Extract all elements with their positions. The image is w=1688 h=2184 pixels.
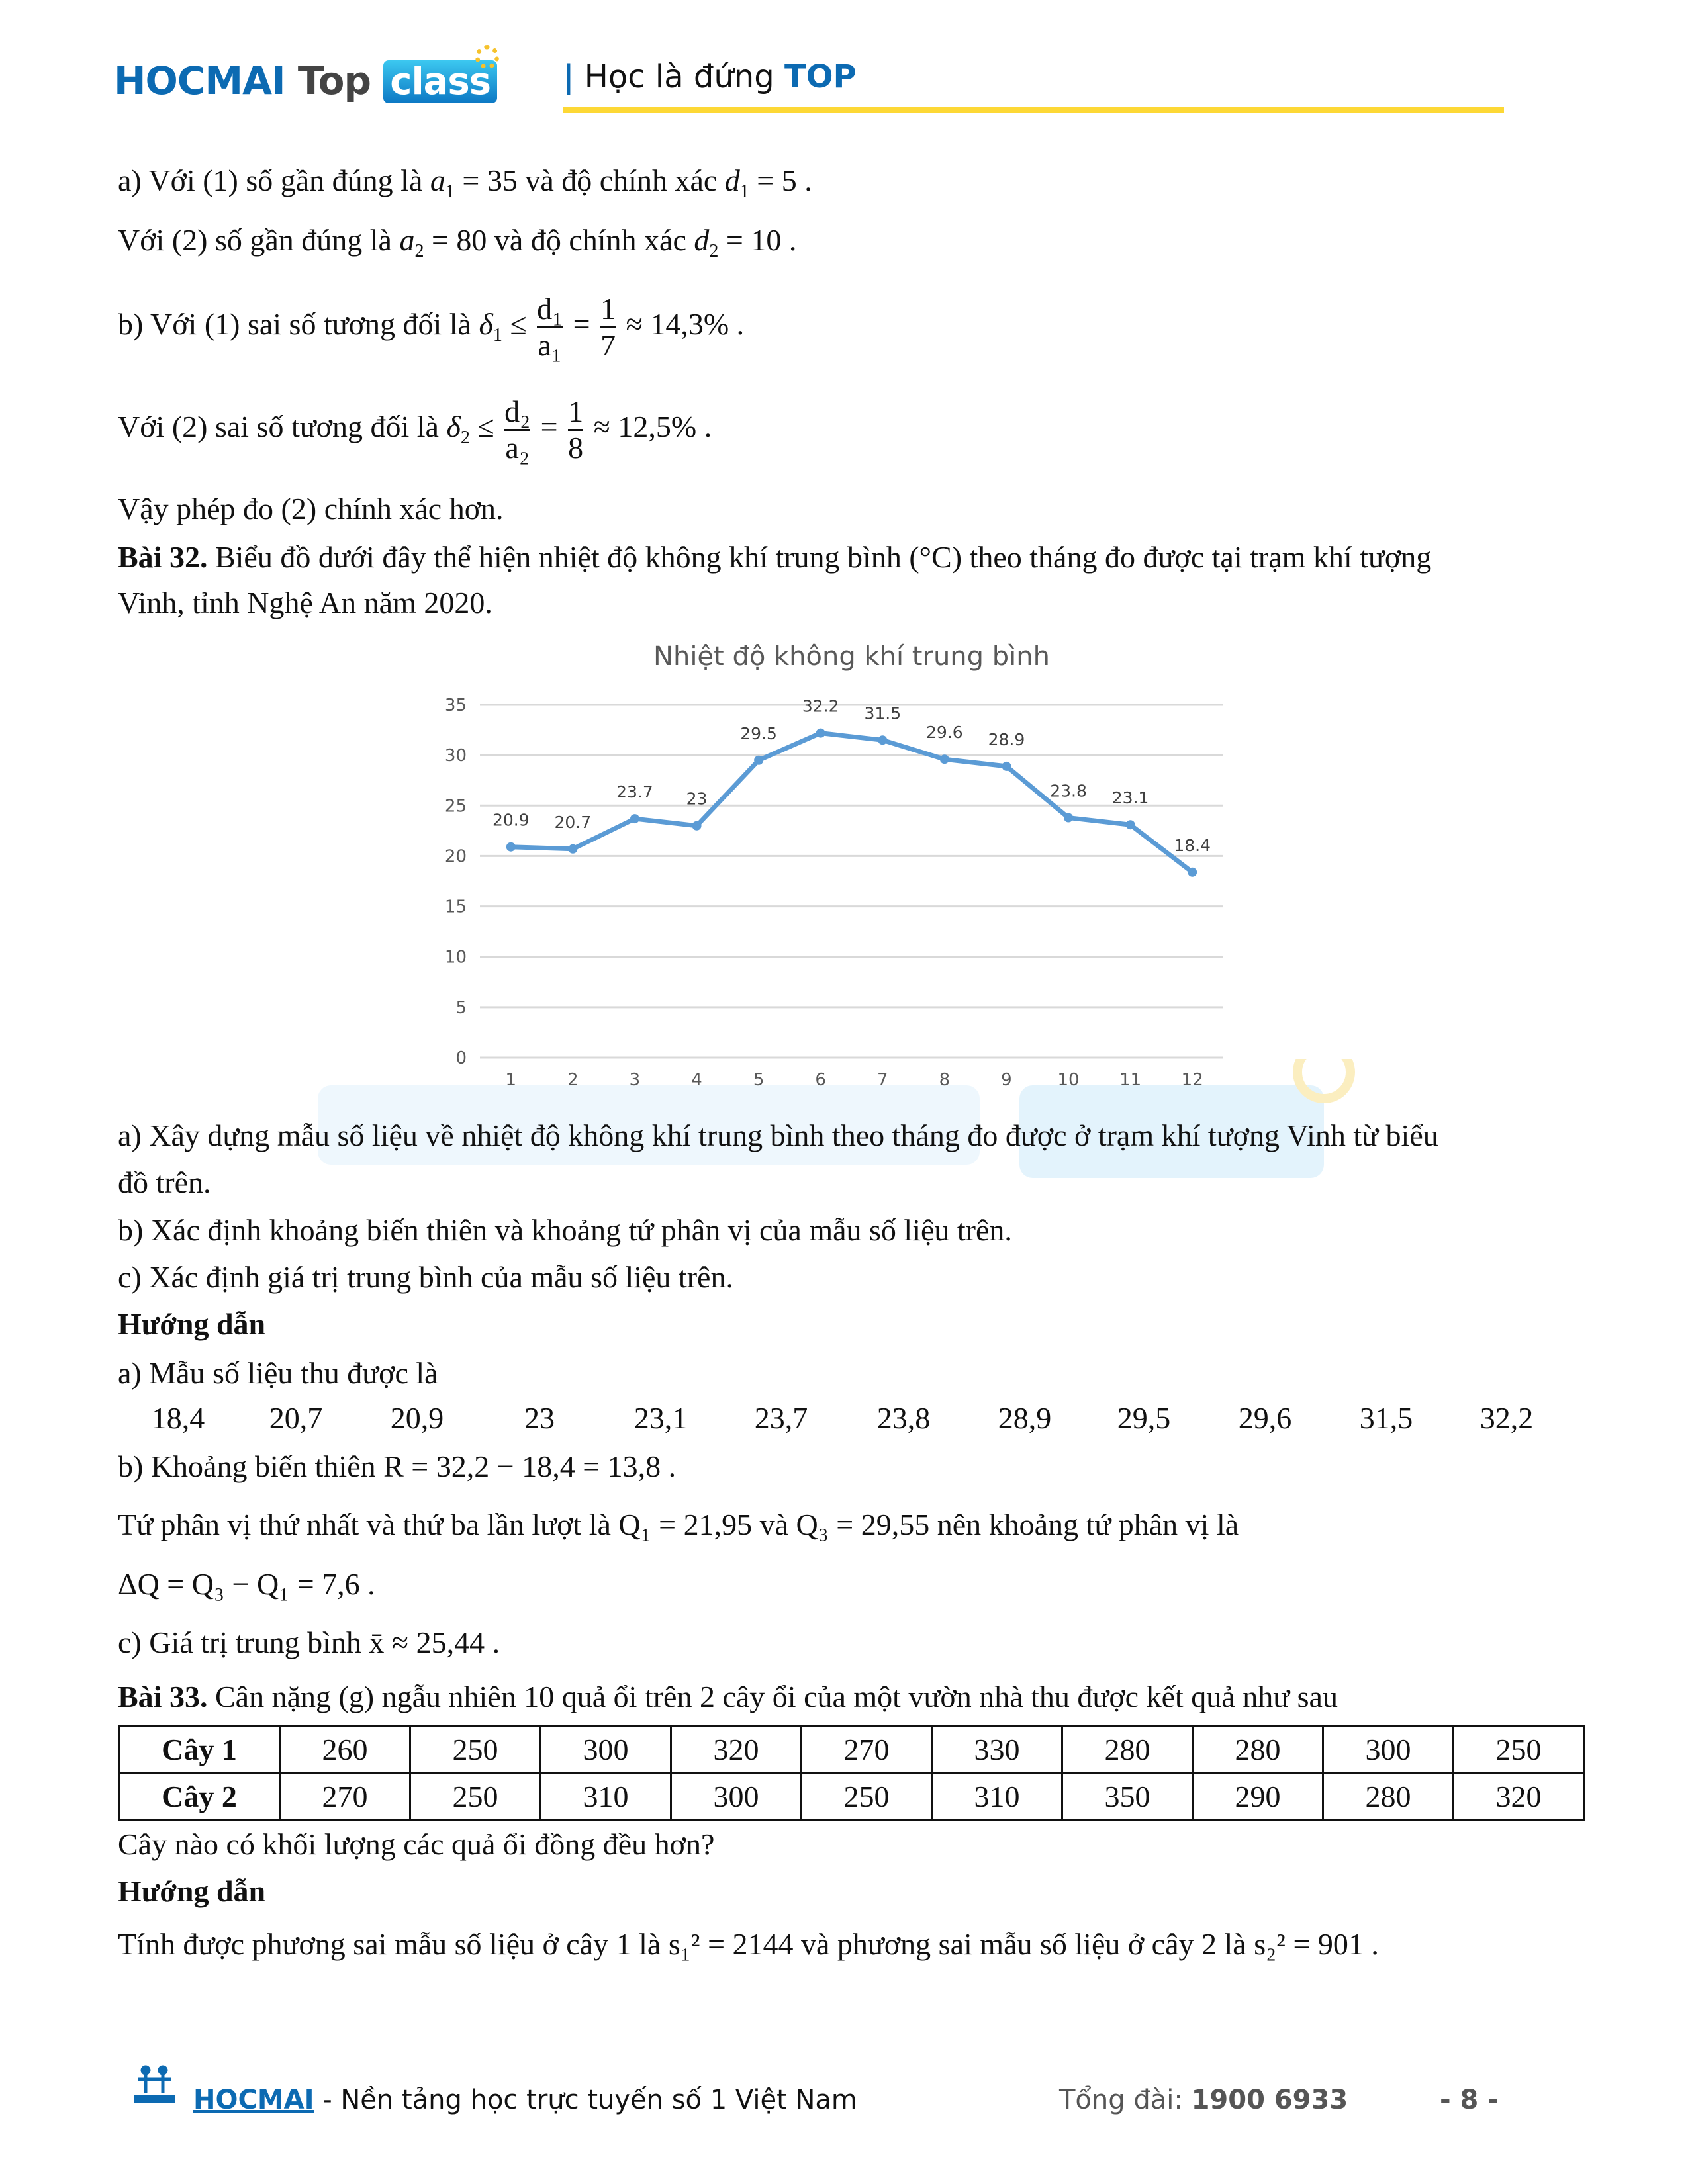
data-label: 23.8 <box>1050 781 1087 801</box>
sample-value: 20,7 <box>269 1401 323 1435</box>
table-cell: 310 <box>541 1773 671 1820</box>
logo-hocmai: HOCMAI <box>114 58 285 103</box>
data-label: 31.5 <box>864 704 902 723</box>
header-divider <box>563 107 1504 113</box>
data-label: 20.9 <box>492 810 530 830</box>
x-tick-label: 9 <box>1001 1070 1012 1090</box>
data-label: 29.5 <box>740 723 777 743</box>
tagline <box>563 58 857 95</box>
table-cell: 250 <box>1454 1726 1584 1773</box>
line-a2: Với (2) số gần đúng là $a_2 = 80$ và độ chính xác $d_2 = 10$ . <box>118 223 797 262</box>
y-tick-label: 10 <box>444 947 467 968</box>
sample-value: 29,5 <box>1117 1401 1171 1435</box>
data-point <box>630 814 639 823</box>
data-point <box>816 729 825 738</box>
line-a1: a) Với (1) số gần đúng là $a_1 = 35$ và độ chính xác $d_1 = 5$ . <box>118 163 812 203</box>
fraction: $\frac{\text{d₁}}{\text{a₁}}$ <box>537 291 563 362</box>
hocmai-logo-icon <box>132 2065 176 2105</box>
x-tick-label: 4 <box>691 1070 702 1090</box>
table-cell: 300 <box>541 1726 671 1773</box>
fraction: $\frac{1}{8}$ <box>568 394 584 465</box>
sample-value: 23,8 <box>876 1401 931 1435</box>
fraction: $\frac{\text{d₂}}{\text{a₂}}$ <box>504 394 531 465</box>
question-a: a) Xây dựng mẫu số liệu về nhiệt độ không khí trung bình theo tháng đo được ở trạm khí tượng Vinh từ biểu <box>118 1118 1438 1152</box>
table-cell: 280 <box>1193 1726 1323 1773</box>
x-tick-label: 2 <box>567 1070 579 1090</box>
logo <box>114 58 497 103</box>
data-table <box>118 1725 1585 1821</box>
sample-value: 18,4 <box>151 1401 205 1435</box>
tagline-bar: | <box>563 58 575 95</box>
x-tick-label: 6 <box>815 1070 826 1090</box>
question-33: Cây nào có khối lượng các quả ổi đồng đều hơn? <box>118 1827 715 1861</box>
tagline-text: Học là đứng <box>584 58 774 95</box>
question-a-cont: đồ trên. <box>118 1165 211 1199</box>
data-point <box>940 754 949 764</box>
chart-title: Nhiệt độ không khí trung bình <box>653 641 1050 672</box>
solution-heading-33: Hướng dẫn <box>118 1874 266 1908</box>
table-cell: 290 <box>1193 1773 1323 1820</box>
footer-hotline: Tổng đài: 1900 6933 <box>1059 2085 1348 2115</box>
table-cell: 300 <box>1323 1726 1454 1773</box>
data-point <box>1002 762 1011 771</box>
sample-value: 23,1 <box>633 1401 688 1435</box>
data-label: 23.7 <box>616 782 653 802</box>
table-cell: 250 <box>802 1773 932 1820</box>
x-tick-label: 8 <box>939 1070 951 1090</box>
gear-icon <box>475 45 499 69</box>
table-cell: 310 <box>932 1773 1062 1820</box>
table-cell: 320 <box>1454 1773 1584 1820</box>
fraction: $\frac{1}{7}$ <box>600 291 616 362</box>
table-cell: 280 <box>1062 1726 1193 1773</box>
tagline-top: TOP <box>784 58 857 95</box>
data-label: 29.6 <box>926 723 963 743</box>
data-point <box>754 756 763 765</box>
data-point <box>506 842 516 852</box>
table-cell: 330 <box>932 1726 1062 1773</box>
data-label: 32.2 <box>802 696 839 716</box>
table-cell: 250 <box>410 1726 541 1773</box>
table-cell: 250 <box>410 1773 541 1820</box>
table-cell: 320 <box>671 1726 802 1773</box>
table-cell: 260 <box>280 1726 410 1773</box>
x-tick-label: 12 <box>1181 1070 1203 1090</box>
exercise-32: Bài 32. Biểu đồ dưới đây thể hiện nhiệt độ không khí trung bình (°C) theo tháng đo được tại trạm khí tượng <box>118 540 1432 574</box>
sample-value: 28,9 <box>998 1401 1052 1435</box>
table-cell: 350 <box>1062 1773 1193 1820</box>
data-point <box>692 821 702 831</box>
sample-value: 29,6 <box>1238 1401 1292 1435</box>
table-cell: 270 <box>280 1773 410 1820</box>
sample-value: 32,2 <box>1479 1401 1534 1435</box>
y-tick-label: 15 <box>444 897 467 917</box>
y-tick-label: 0 <box>455 1048 467 1068</box>
line-chart <box>424 629 1258 1105</box>
data-label: 28.9 <box>988 729 1025 749</box>
x-tick-label: 7 <box>877 1070 888 1090</box>
y-tick-label: 30 <box>444 746 467 766</box>
sample-value: 20,9 <box>390 1401 444 1435</box>
x-tick-label: 1 <box>505 1070 517 1090</box>
solution-quartiles: Tứ phân vị thứ nhất và thứ ba lần lượt là Q₁ = 21,95 và Q₃ = 29,55 nên khoảng tứ phân vị là <box>118 1508 1239 1541</box>
sample-value: 23,7 <box>754 1401 808 1435</box>
x-tick-label: 5 <box>753 1070 765 1090</box>
page-number: - 8 - <box>1440 2085 1499 2115</box>
solution-heading: Hướng dẫn <box>118 1307 266 1341</box>
solution-a: a) Mẫu số liệu thu được là <box>118 1356 438 1390</box>
table-row: Cây 1 260 250 300 320 270 330 280 280 300 250 <box>119 1726 1584 1773</box>
y-tick-label: 20 <box>444 846 467 867</box>
data-point <box>878 735 887 745</box>
data-point <box>1126 820 1135 829</box>
sample-value: 31,5 <box>1359 1401 1413 1435</box>
data-point <box>568 844 577 854</box>
table-cell: 300 <box>671 1773 802 1820</box>
x-tick-label: 10 <box>1057 1070 1080 1090</box>
data-label: 20.7 <box>554 812 592 832</box>
data-label: 23 <box>686 789 708 809</box>
solution-b: b) Khoảng biến thiên R = 32,2 − 18,4 = 13,8 . <box>118 1449 677 1483</box>
table-row: Cây 2 270 250 310 300 250 310 350 290 280 320 <box>119 1773 1584 1820</box>
y-tick-label: 25 <box>444 796 467 817</box>
logo-top: Top <box>297 58 371 103</box>
question-b: b) Xác định khoảng biến thiên và khoảng tứ phân vị của mẫu số liệu trên. <box>118 1213 1012 1247</box>
line-b2: Với (2) sai số tương đối là $\delta_2$ ≤ $\frac{\text{d₂}}{\text{a₂}}$ = $\frac{1}{8}$ ≈ 12,5% . <box>118 394 712 465</box>
data-point <box>1064 813 1073 823</box>
table-cell: 280 <box>1323 1773 1454 1820</box>
exercise-32-cont: Vinh, tỉnh Nghệ An năm 2020. <box>118 586 492 619</box>
solution-33: Tính được phương sai mẫu số liệu ở cây 1 là s₁² = 2144 và phương sai mẫu số liệu ở cây 2 là s₂² = 901 . <box>118 1927 1379 1961</box>
table-cell: 270 <box>802 1726 932 1773</box>
y-tick-label: 5 <box>455 997 467 1018</box>
x-tick-label: 3 <box>629 1070 641 1090</box>
solution-c: c) Giá trị trung bình x̄ ≈ 25,44 . <box>118 1625 500 1659</box>
x-tick-label: 11 <box>1119 1070 1142 1090</box>
logo-class: class <box>383 60 497 103</box>
data-point <box>1188 868 1197 877</box>
question-c: c) Xác định giá trị trung bình của mẫu số liệu trên. <box>118 1260 733 1294</box>
exercise-33: Bài 33. Cân nặng (g) ngẫu nhiên 10 quả ổi trên 2 cây ổi của một vườn nhà thu được kết quả như sau <box>118 1680 1338 1713</box>
footer-brand-link[interactable]: HOCMAI <box>193 2085 314 2115</box>
y-tick-label: 35 <box>444 696 467 715</box>
data-label: 18.4 <box>1174 835 1211 855</box>
series-line <box>511 733 1192 872</box>
solution-iqr: ΔQ = Q₃ − Q₁ = 7,6 . <box>118 1567 375 1601</box>
footer-text: HOCMAI - Nền tảng học trực tuyến số 1 Việt Nam <box>193 2085 857 2115</box>
conclusion: Vậy phép đo (2) chính xác hơn. <box>118 492 504 525</box>
line-b1: b) Với (1) sai số tương đối là $\delta_1$ ≤ $\frac{\text{d₁}}{\text{a₁}}$ = $\frac{1}{7}$ ≈ 14,3% . <box>118 291 745 362</box>
sample-value: 23 <box>524 1401 555 1435</box>
data-label: 23.1 <box>1111 788 1149 808</box>
